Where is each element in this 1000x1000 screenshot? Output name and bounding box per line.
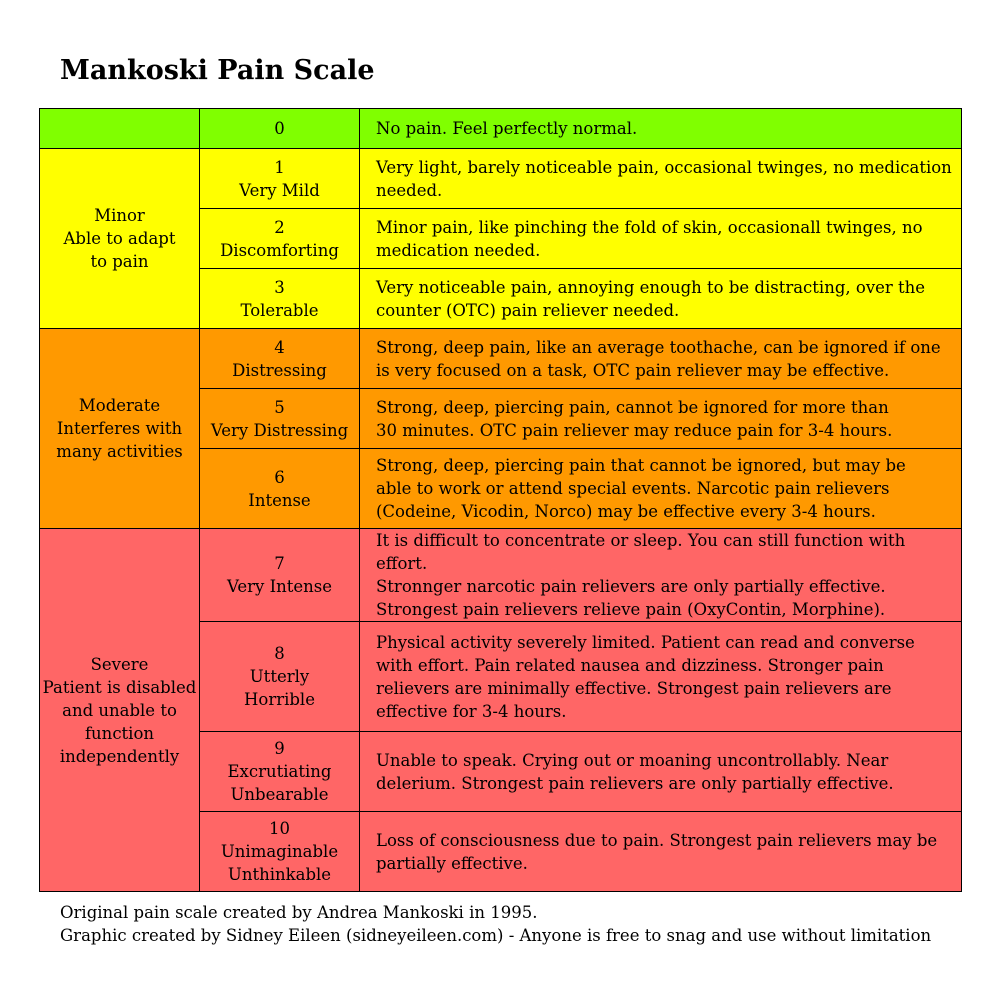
level-cell [200, 269, 360, 329]
footer-credit-original: Original pain scale created by Andrea Mankoski in 1995. [60, 903, 538, 922]
description-line: medication needed. [376, 240, 541, 260]
category-line: and unable to [62, 700, 177, 720]
description-cell [360, 269, 962, 329]
description-cell [360, 449, 962, 529]
description-cell [360, 732, 962, 812]
level-name-line: Unimaginable [220, 842, 339, 861]
description-line: needed. [376, 180, 443, 200]
category-cell-none [40, 109, 200, 149]
description-line: relievers are minimally effective. Strongest pain relievers are [376, 678, 892, 698]
description-cell [360, 529, 962, 622]
category-line: Minor [94, 206, 145, 225]
level-name-line: Tolerable [240, 300, 319, 320]
description-cell [360, 149, 962, 209]
level-name-line: Very Intense [226, 577, 333, 596]
description-line: No pain. Feel perfectly normal. [376, 119, 638, 138]
description-line: able to work or attend special events. Narcotic pain relievers [376, 479, 890, 498]
level-name-line: Unthinkable [227, 865, 332, 884]
description-cell [360, 389, 962, 449]
level-cell [200, 389, 360, 449]
description-line: Strongest pain relievers relieve pain (OxyContin, Morphine). [376, 600, 886, 619]
level-cell [200, 449, 360, 529]
description-line: partially effective. [376, 853, 528, 873]
level-cell [200, 622, 360, 732]
description-line: Physical activity severely limited. Patient can read and converse [376, 632, 915, 652]
level-name-line: Very Mild [239, 180, 320, 200]
level-cell [200, 209, 360, 269]
level-number: 8 [274, 644, 285, 663]
level-name-line: Intense [248, 490, 311, 510]
category-cell-moderate [40, 329, 200, 529]
description-cell [360, 109, 962, 149]
level-number: 5 [274, 397, 285, 417]
pain-level-row [40, 109, 962, 149]
description-line: with effort. Pain related nausea and dizziness. Stronger pain [376, 655, 884, 675]
description-line: It is difficult to concentrate or sleep. You can still function with effort. [376, 531, 906, 573]
level-number: 1 [274, 157, 285, 177]
category-line: Able to adapt [63, 229, 176, 248]
level-number: 9 [274, 739, 285, 758]
level-number: 10 [269, 819, 290, 838]
level-number: 4 [274, 337, 285, 357]
description-line: Unable to speak. Crying out or moaning uncontrollably. Near [376, 750, 889, 770]
footer-credit-graphic: Graphic created by Sidney Eileen (sidneyeileen.com) - Anyone is free to snag and use without limitation [60, 926, 932, 945]
description-line: Very light, barely noticeable pain, occasional twinges, no medication [376, 157, 952, 177]
level-name-line: Utterly [249, 667, 310, 686]
category-line: Moderate [78, 396, 161, 415]
description-line: effective for 3-4 hours. [376, 701, 567, 721]
description-line: Minor pain, like pinching the fold of skin, occasionall twinges, no [376, 217, 923, 237]
level-number: 2 [274, 217, 285, 237]
level-cell [200, 812, 360, 892]
level-number: 0 [274, 119, 285, 138]
description-line: is very focused on a task, OTC pain reliever may be effective. [376, 360, 890, 380]
description-line: counter (OTC) pain reliever needed. [376, 300, 680, 320]
level-cell [200, 732, 360, 812]
pain-scale-table [39, 108, 962, 892]
category-line: independently [59, 746, 180, 766]
level-name-line: Horrible [244, 690, 315, 709]
pain-level-row [40, 529, 962, 622]
pain-level-row [40, 329, 962, 389]
category-line: Interferes with [56, 419, 183, 438]
category-cell-minor [40, 149, 200, 329]
description-line: Stronnger narcotic pain relievers are only partially effective. [376, 577, 886, 596]
category-line: Severe [90, 654, 149, 674]
description-line: Strong, deep pain, like an average toothache, can be ignored if one [376, 337, 941, 357]
description-line: delerium. Strongest pain relievers are only partially effective. [376, 773, 894, 793]
level-cell [200, 109, 360, 149]
footer [60, 901, 931, 947]
description-cell [360, 329, 962, 389]
level-name-line: Distressing [232, 360, 327, 380]
description-cell [360, 622, 962, 732]
level-number: 6 [274, 467, 285, 487]
description-line: Strong, deep, piercing pain, cannot be ignored for more than [376, 397, 889, 417]
level-cell [200, 529, 360, 622]
description-line: Strong, deep, piercing pain that cannot be ignored, but may be [376, 456, 906, 475]
description-line: Loss of consciousness due to pain. Strongest pain relievers may be [376, 830, 938, 850]
level-cell [200, 149, 360, 209]
level-number: 7 [274, 554, 285, 573]
description-line: Very noticeable pain, annoying enough to be distracting, over the [376, 277, 926, 297]
level-name-line: Excrutiating [227, 762, 332, 781]
level-cell [200, 329, 360, 389]
category-cell-severe [40, 529, 200, 892]
pain-level-row [40, 149, 962, 209]
description-cell [360, 209, 962, 269]
category-line: to pain [90, 252, 149, 271]
description-line: (Codeine, Vicodin, Norco) may be effective every 3-4 hours. [376, 502, 876, 521]
category-line: Patient is disabled [42, 677, 197, 697]
category-line: function [84, 723, 155, 743]
level-number: 3 [274, 277, 285, 297]
description-cell [360, 812, 962, 892]
page-title: Mankoski Pain Scale [60, 55, 375, 86]
level-name-line: Unbearable [230, 785, 329, 804]
category-line: many activities [56, 442, 183, 461]
pain-scale-body [40, 109, 962, 892]
description-line: 30 minutes. OTC pain reliever may reduce pain for 3-4 hours. [376, 420, 893, 440]
level-name-line: Very Distressing [210, 420, 349, 440]
level-name-line: Discomforting [220, 240, 339, 260]
